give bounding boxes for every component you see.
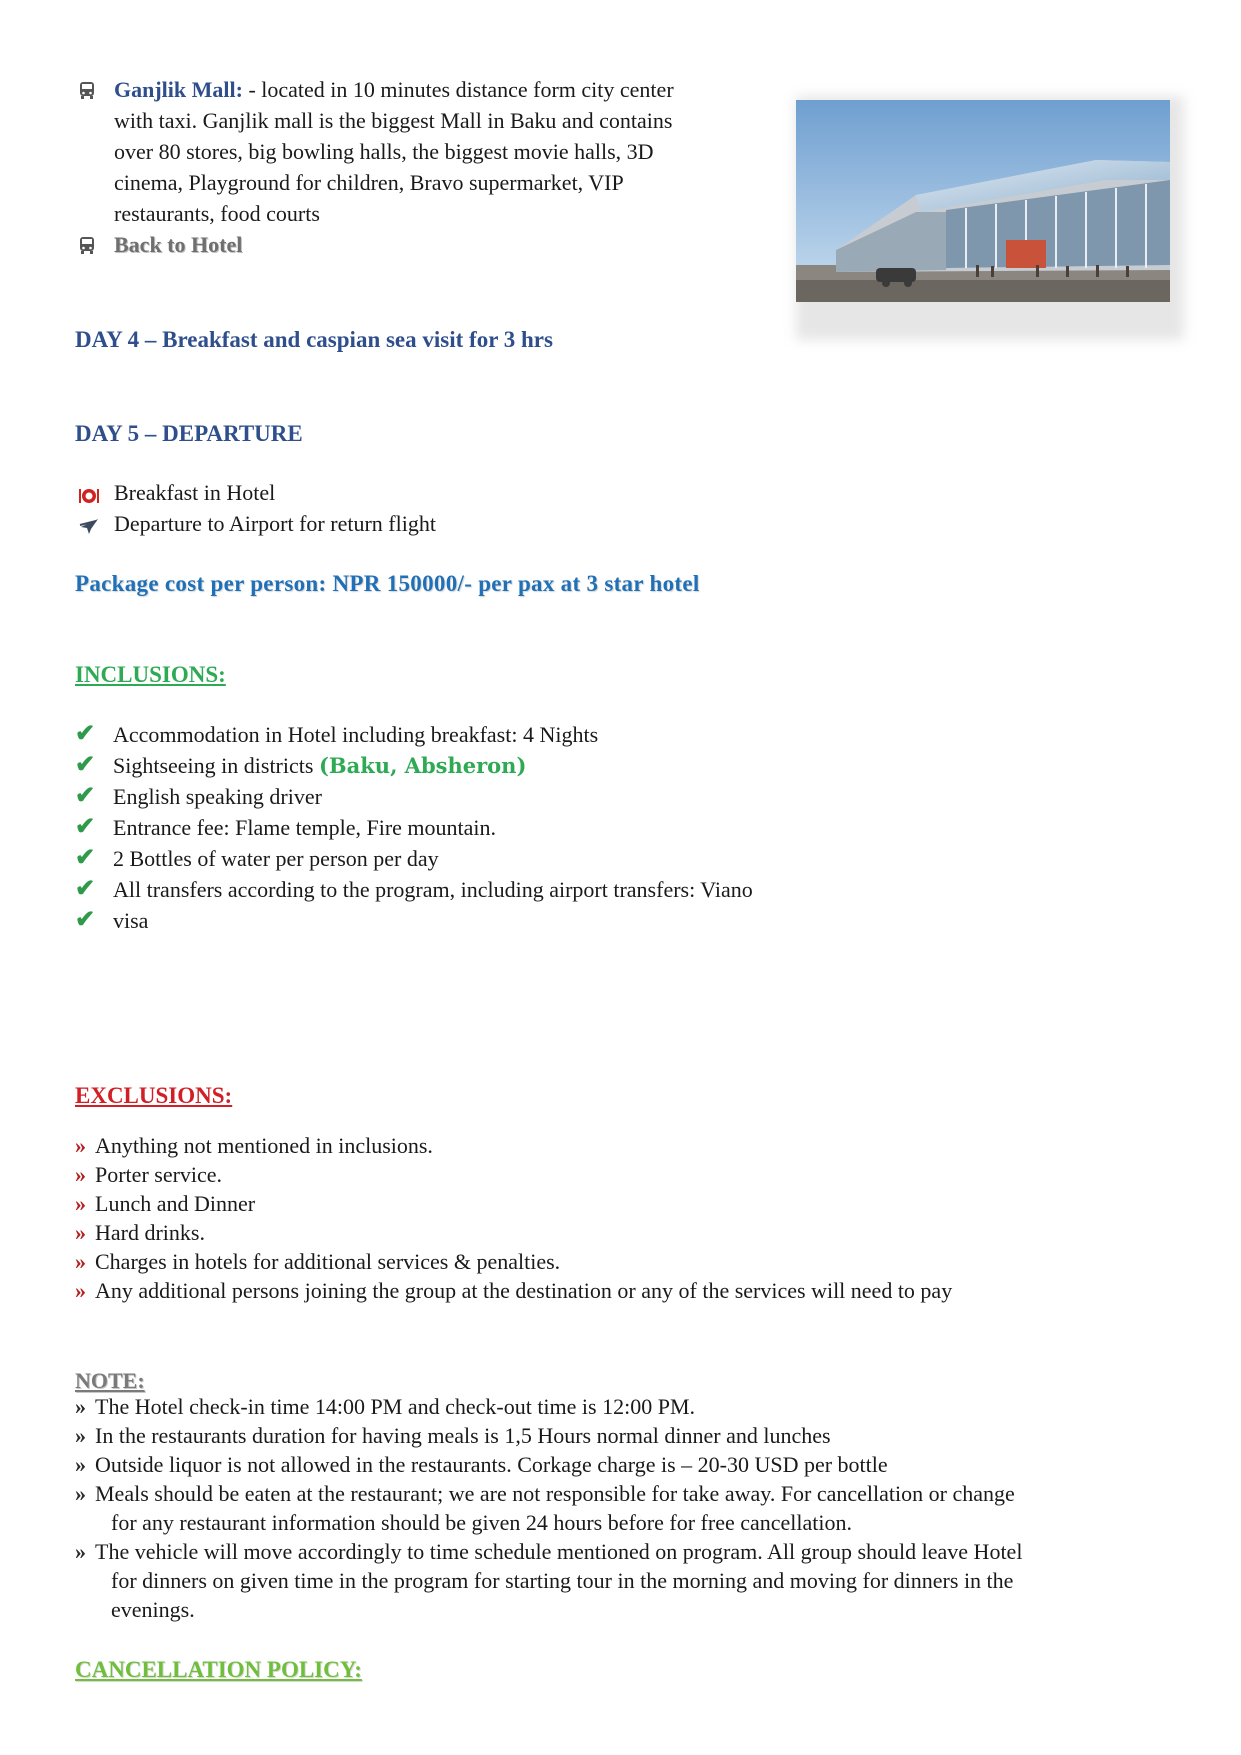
note-item bbox=[75, 1479, 1015, 1537]
exclusion-item bbox=[75, 1131, 433, 1160]
note-text-continued: for dinners on given time in the program for starting tour in the morning and moving for dinners in the bbox=[111, 1568, 1014, 1593]
mall-description-line-1: - located in 10 minutes distance form city center bbox=[248, 77, 674, 102]
inclusion-text: All transfers according to the program, including airport transfers: Viano bbox=[113, 877, 753, 902]
note-text-continued: evenings. bbox=[111, 1597, 195, 1622]
note-text: Meals should be eaten at the restaurant; we are not responsible for take away. For cancellation or change bbox=[95, 1481, 1015, 1506]
check-icon: ✔ bbox=[75, 783, 96, 809]
districts-highlight: (Baku, Absheron) bbox=[318, 753, 527, 778]
exclusion-item bbox=[75, 1247, 560, 1276]
inclusion-text: visa bbox=[113, 908, 149, 933]
mall-image bbox=[796, 100, 1170, 302]
note-text-continued: for any restaurant information should be given 24 hours before for free cancellation. bbox=[111, 1510, 853, 1535]
exclusion-item bbox=[75, 1160, 222, 1189]
raquo-icon: » bbox=[75, 1191, 86, 1216]
inclusion-text: Accommodation in Hotel including breakfast: 4 Nights bbox=[113, 722, 599, 747]
raquo-icon: » bbox=[75, 1452, 86, 1477]
raquo-icon: » bbox=[75, 1162, 86, 1187]
exclusion-text: Any additional persons joining the group at the destination or any of the services will need to pay bbox=[95, 1278, 953, 1303]
mall-name: Ganjlik Mall: bbox=[114, 77, 243, 102]
exclusion-text: Charges in hotels for additional services & penalties. bbox=[95, 1249, 561, 1274]
note-item bbox=[75, 1450, 888, 1479]
raquo-icon: » bbox=[75, 1423, 86, 1448]
exclusion-item bbox=[75, 1189, 255, 1218]
airplane-icon bbox=[78, 513, 108, 544]
check-icon: ✔ bbox=[75, 752, 96, 778]
note-item bbox=[75, 1421, 831, 1450]
inclusion-text: English speaking driver bbox=[113, 784, 322, 809]
plate-icon bbox=[78, 482, 108, 513]
exclusions-heading: EXCLUSIONS: bbox=[75, 1083, 233, 1108]
inclusion-text: Sightseeing in districts bbox=[113, 753, 314, 778]
note-text: The vehicle will move accordingly to time schedule mentioned on program. All group should leave Hotel bbox=[95, 1539, 1023, 1564]
check-icon: ✔ bbox=[75, 814, 96, 840]
exclusion-item bbox=[75, 1218, 205, 1247]
day5-heading: DAY 5 – DEPARTURE bbox=[75, 421, 303, 446]
raquo-icon: » bbox=[75, 1539, 86, 1564]
note-item bbox=[75, 1392, 695, 1421]
raquo-icon: » bbox=[75, 1133, 86, 1158]
check-icon: ✔ bbox=[75, 845, 96, 871]
check-icon: ✔ bbox=[75, 721, 96, 747]
inclusion-text: Entrance fee: Flame temple, Fire mountain. bbox=[113, 815, 497, 840]
note-text: The Hotel check-in time 14:00 PM and check-out time is 12:00 PM. bbox=[95, 1394, 696, 1419]
note-item bbox=[75, 1537, 1022, 1624]
back-to-hotel: Back to Hotel bbox=[114, 232, 243, 257]
exclusion-text: Porter service. bbox=[95, 1162, 223, 1187]
raquo-icon: » bbox=[75, 1481, 86, 1506]
mall-description-line-3: over 80 stores, big bowling halls, the biggest movie halls, 3D bbox=[114, 139, 654, 164]
inclusion-text: 2 Bottles of water per person per day bbox=[113, 846, 439, 871]
exclusion-text: Anything not mentioned in inclusions. bbox=[95, 1133, 433, 1158]
note-text: In the restaurants duration for having meals is 1,5 Hours normal dinner and lunches bbox=[95, 1423, 831, 1448]
check-icon: ✔ bbox=[75, 876, 96, 902]
day4-heading: DAY 4 – Breakfast and caspian sea visit for 3 hrs bbox=[75, 327, 553, 352]
mall-description-line-5: restaurants, food courts bbox=[114, 201, 320, 226]
mall-description-line-2: with taxi. Ganjlik mall is the biggest Mall in Baku and contains bbox=[114, 108, 673, 133]
inclusions-heading: INCLUSIONS: bbox=[75, 662, 226, 687]
note-text: Outside liquor is not allowed in the restaurants. Corkage charge is – 20-30 USD per bottle bbox=[95, 1452, 888, 1477]
mall-description-line-4: cinema, Playground for children, Bravo supermarket, VIP bbox=[114, 170, 624, 195]
exclusion-item bbox=[75, 1276, 952, 1305]
raquo-icon: » bbox=[75, 1220, 86, 1245]
package-cost: Package cost per person: NPR 150000/- per pax at 3 star hotel bbox=[75, 571, 700, 596]
bus-icon bbox=[78, 78, 108, 109]
day5-item-text: Breakfast in Hotel bbox=[114, 480, 276, 505]
cancellation-heading: CANCELLATION POLICY: bbox=[75, 1657, 362, 1682]
raquo-icon: » bbox=[75, 1249, 86, 1274]
raquo-icon: » bbox=[75, 1278, 86, 1303]
day5-item-text: Departure to Airport for return flight bbox=[114, 511, 436, 536]
raquo-icon: » bbox=[75, 1394, 86, 1419]
note-heading: NOTE: bbox=[75, 1368, 145, 1393]
exclusion-text: Lunch and Dinner bbox=[95, 1191, 256, 1216]
bus-icon bbox=[78, 233, 108, 264]
exclusion-text: Hard drinks. bbox=[95, 1220, 205, 1245]
check-icon: ✔ bbox=[75, 907, 96, 933]
